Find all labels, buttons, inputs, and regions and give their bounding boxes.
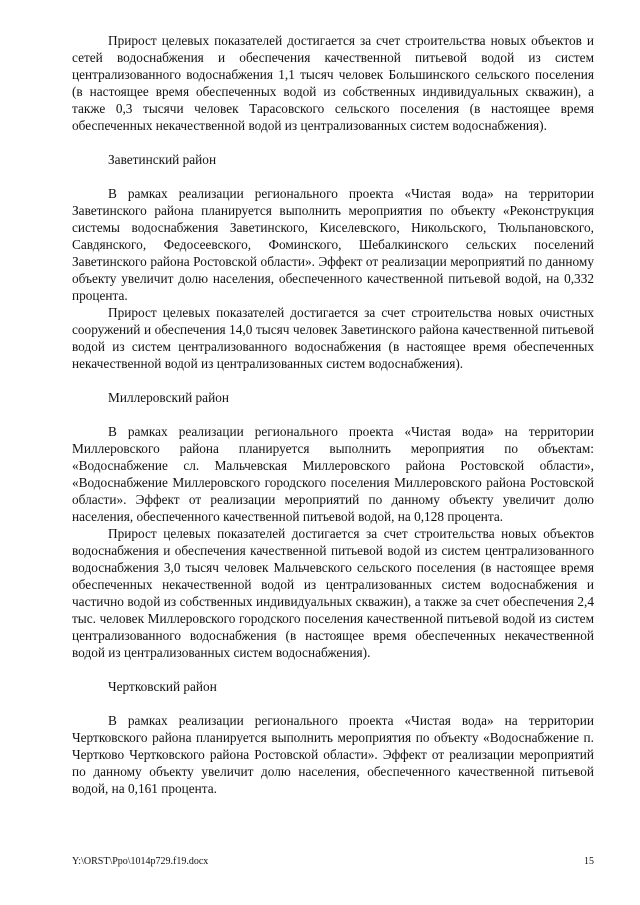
paragraph-zavetinsky-1: В рамках реализации регионального проекта «Чистая вода» на территории Заветинского района планируется выполнить мероприятия по объекту «Реконструкция системы водоснабжения Заветинского, Киселевского, Никольского, Тюльпановского, Савдянского, Федосеевского, Фоминского, Шебалкинского сельских поселений Заветинского района Ростовской области». Эффект от реализации мероприятий по данному объекту увеличит долю населения, обеспеченного качественной питьевой водой, на 0,332 процента. (72, 186, 594, 303)
paragraph-millerovsky-1: В рамках реализации регионального проекта «Чистая вода» на территории Миллеровского района планируется выполнить мероприятия по объектам: «Водоснабжение сл. Мальчевская Миллеровского района Ростовской области», «Водоснабжение Миллеровского городского поселения Миллеровского района Ростовской области». Эффект от реализации мероприятий по данному объекту увеличит долю населения, обеспеченного качественной питьевой водой, на 0,128 процента. (72, 424, 594, 524)
paragraph-intro: Прирост целевых показателей достигается за счет строительства новых объектов и сетей водоснабжения и обеспечения качественной питьевой водой из систем централизованного водоснабжения 1,1 тысяч человек Большинского сельского поселения (в настоящее время обеспеченных водой из собственных индивидуальных скважин), а также 0,3 тысячи человек Тарасовского сельского поселения (в настоящее время обеспеченных некачественной водой из централизованных систем водоснабжения). (72, 33, 594, 133)
document-page (72, 32, 594, 797)
section-title-chertkovsky: Чертковский район (108, 679, 217, 694)
section-title-millerovsky: Миллеровский район (108, 390, 229, 405)
footer-page-number: 15 (584, 856, 594, 867)
page-footer (72, 856, 594, 867)
footer-file-path: Y:\ORST\Ppo\1014p729.f19.docx (72, 856, 209, 867)
paragraph-zavetinsky-2: Прирост целевых показателей достигается за счет строительства новых очистных сооружений и обеспечения 14,0 тысяч человек Заветинского района качественной питьевой водой из систем централизованного водоснабжения (в настоящее время обеспеченных некачественной водой из централизованных систем водоснабжения). (72, 305, 594, 371)
section-title-zavetinsky: Заветинский район (108, 152, 217, 167)
paragraph-millerovsky-2: Прирост целевых показателей достигается за счет строительства новых объектов водоснабжения и обеспечения качественной питьевой водой из систем централизованного водоснабжения 3,0 тысяч человек Мальчевского сельского поселения (в настоящее время обеспеченных некачественной водой из централизованных систем водоснабжения и частично водой из собственных индивидуальных скважин), а также за счет обеспечения 2,4 тыс. человек Миллеровского городского поселения качественной питьевой водой из систем централизованного водоснабжения (в настоящее время обеспеченных некачественной водой из централизованных систем водоснабжения). (72, 526, 594, 660)
paragraph-chertkovsky-1: В рамках реализации регионального проекта «Чистая вода» на территории Чертковского района планируется выполнить мероприятия по объекту «Водоснабжение п. Чертково Чертковского района Ростовской области». Эффект от реализации мероприятий по данному объекту увеличит долю населения, обеспеченного качественной питьевой водой, на 0,161 процента. (72, 713, 594, 796)
